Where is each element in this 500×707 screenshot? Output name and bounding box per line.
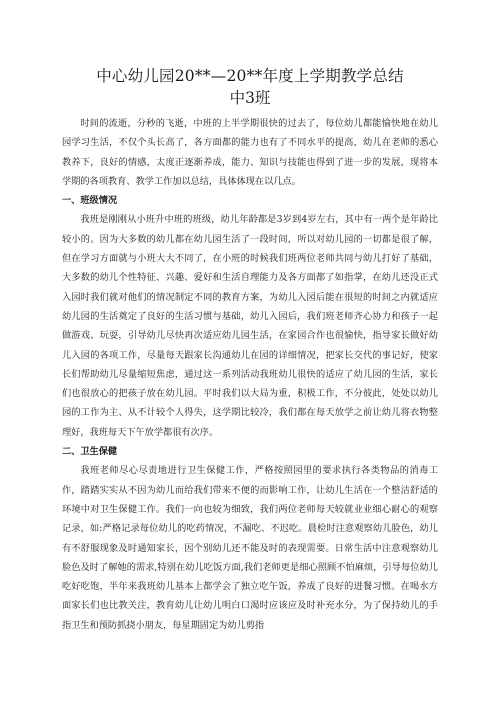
class-name: 中3班 <box>229 89 271 107</box>
section-heading-class-situation: 一、班级情况 <box>62 195 118 207</box>
section-body-health-care: 我班老师尽心尽责地进行卫生保健工作，严格按照园里的要求执行各类物品的消毒工作，踏踏实实从不因为幼儿而给我们带来不便的而影响工作，让幼儿生活在一个整洁舒适的环境中对卫生保健工作。我们一向也较为细致，我们两位老师每天较就业业细心耐心的观察记录，如:严格记录每位幼儿的吃药情况，不漏吃、不迟吃。晨检时注意观察幼儿脸色，幼儿有不舒服现象及时通知家长，因个别幼儿还不能及时的表现需要。日常生活中注意观察幼儿脸色及时了解她的需求,特别在幼儿吃饭方面,我们老师更是细心照顾不怕麻烦，引导每位幼儿吃好吃饱，半年来我班幼儿基本上都学会了独立吃午饭，养成了良好的进餐习惯。在喝水方面家长们也比教关注，教育幼儿让幼儿明白口渴时应该应及时补充水分，为了保持幼儿的手指卫生和预防抓挠小朋友，每星期固定为幼儿剪指 <box>62 465 438 631</box>
document-title: 中心幼儿园20**—20**年度上学期教学总结 <box>96 67 404 85</box>
intro-paragraph: 时间的流逝，分秒的飞逝，中班的上半学期很快的过去了，每位幼儿都能愉快地在幼儿园学习生活，不仅个头长高了，各方面都的能力也有了不同水平的提高，幼儿在老师的悉心教养下，良好的情感，太度正逐渐养成，能力、知识与技能也得到了进一步的发展，现将本学期的各项教育、教学工作加以总结，具体体现在以几点。 <box>62 118 438 187</box>
section-heading-health-care: 二、卫生保健 <box>62 446 118 458</box>
section-body-class-situation: 我班是刚刚从小班升中班的班级，幼儿年龄都是3岁到4岁左右，其中有一两个是年龄比较小的。因为大多数的幼儿都在幼儿园生活了一段时间，所以对幼儿园的一切都是很了解，但在学习方面就与小班大大不同了，在小班的时候我们班两位老师共同与幼儿打好了基础，大多数的幼儿个性特征、兴趣、爱好和生活自理能力及各方面都了如指掌，在幼儿还没正式入园时我们就对他们的情况制定不同的教育方案，为幼儿入园后能在很短的时间之内就适应幼儿园的生活奠定了良好的生活习惯与基础，幼儿入园后，我们班老师齐心协力和孩子一起做游戏、玩耍，引导幼儿尽快再次适应幼儿园生活，在家园合作也很愉快，指导家长做好幼儿入园的各项工作，尽量每天跟家长沟通幼儿在园的详细情况，把家长交代的事记好，使家长们帮助幼儿尽量缩短焦虑，通过这一系列活动我班幼儿很快的适应了幼儿园的生活，家长们也很放心的把孩子放在幼儿园。平时我们以大局为重，积极工作，不分彼此，处处以幼儿园的工作为主、从不计较个人得失，这学期比较冷，我们都在每天放学之前让幼儿将衣物整理好，我班每天下午放学都很有次序。 <box>62 214 438 438</box>
